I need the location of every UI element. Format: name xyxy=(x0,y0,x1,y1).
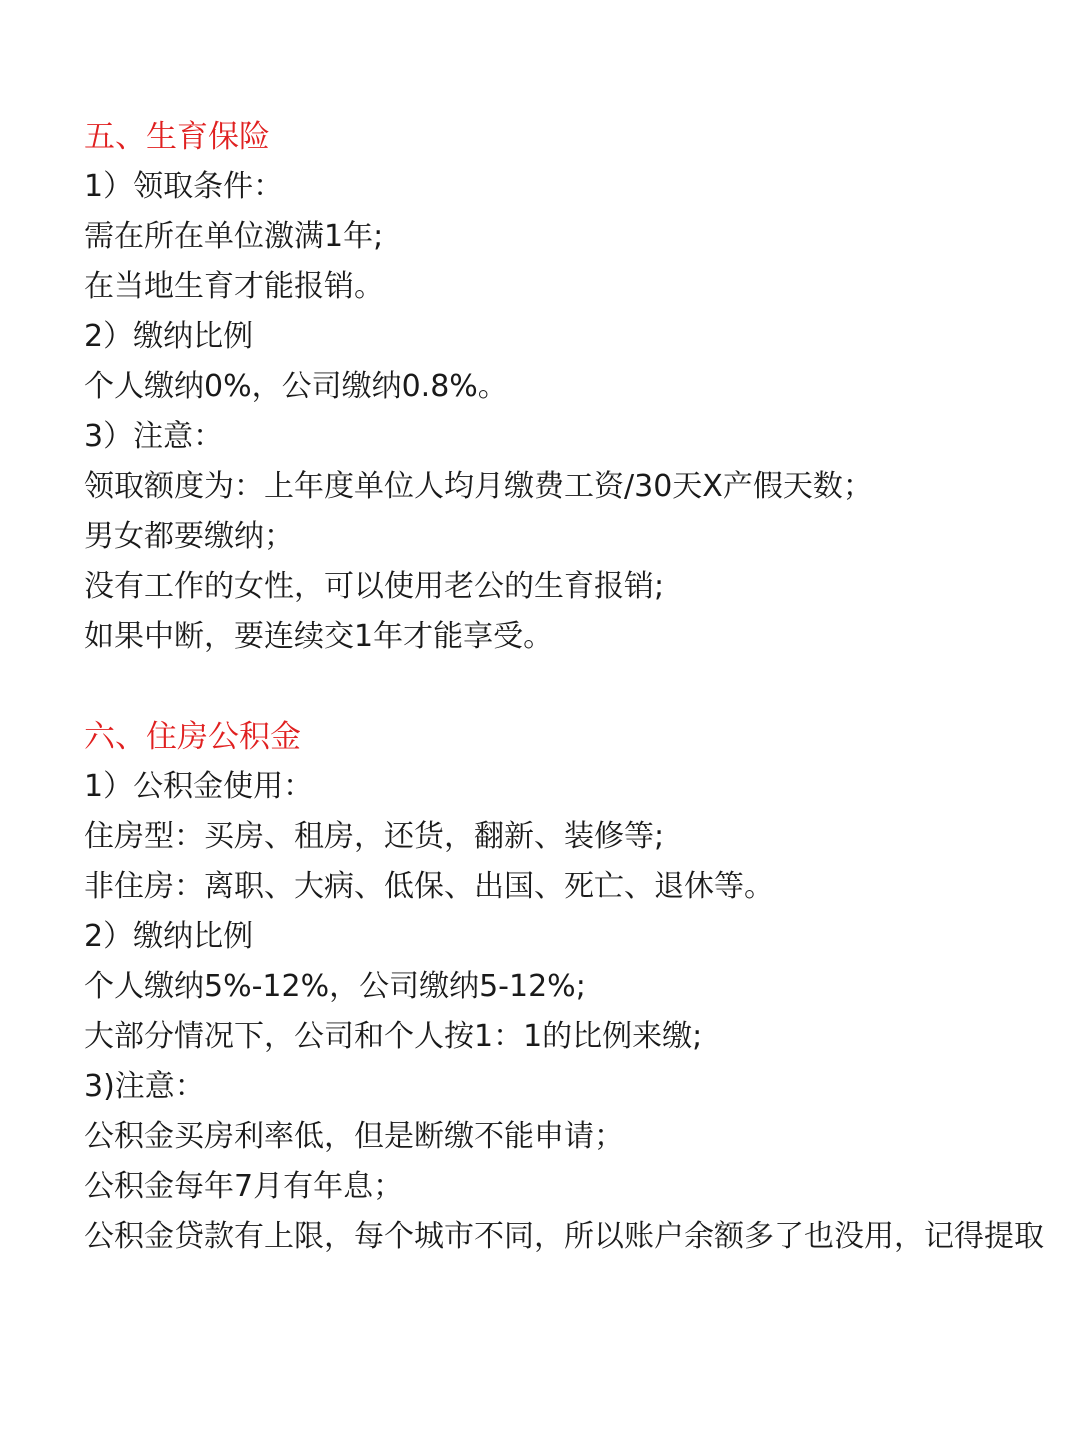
text-line: 个人缴纳5%-12%，公司缴纳5-12%; xyxy=(84,969,586,1004)
text-line: 2）缴纳比例 xyxy=(84,319,254,354)
section-maternity-insurance xyxy=(84,112,1054,662)
text-line: 领取额度为：上年度单位人均月缴费工资/30天X产假天数； xyxy=(84,469,873,504)
section-heading: 五、生育保险 xyxy=(84,119,270,155)
text-line: 男女都要缴纳； xyxy=(84,519,294,554)
text-line: 非住房：离职、大病、低保、出国、死亡、退休等。 xyxy=(84,869,774,904)
text-line: 个人缴纳0%，公司缴纳0.8%。 xyxy=(84,369,508,404)
text-line: 2）缴纳比例 xyxy=(84,919,254,954)
section-housing-fund xyxy=(84,712,1054,1262)
text-line: 公积金贷款有上限，每个城市不同，所以账户余额多了也没用，记得提取 xyxy=(84,1219,1044,1254)
document-page xyxy=(84,112,1054,1262)
text-line: 公积金每年7月有年息； xyxy=(84,1169,404,1204)
text-line: 住房型：买房、租房，还货，翻新、装修等; xyxy=(84,819,665,854)
text-line: 在当地生育才能报销。 xyxy=(84,269,384,304)
text-line: 3)注意： xyxy=(84,1069,205,1104)
text-line: 3）注意： xyxy=(84,419,224,454)
text-line: 如果中断，要连续交1年才能享受。 xyxy=(84,619,554,654)
text-line: 公积金买房利率低，但是断缴不能申请； xyxy=(84,1119,624,1154)
text-line: 1）领取条件： xyxy=(84,169,284,204)
text-line: 1）公积金使用： xyxy=(84,769,314,804)
text-line: 需在所在单位激满1年; xyxy=(84,219,384,254)
text-line: 大部分情况下，公司和个人按1：1的比例来缴; xyxy=(84,1019,703,1054)
section-heading: 六、住房公积金 xyxy=(84,719,301,755)
text-line: 没有工作的女性，可以使用老公的生育报销; xyxy=(84,569,665,604)
